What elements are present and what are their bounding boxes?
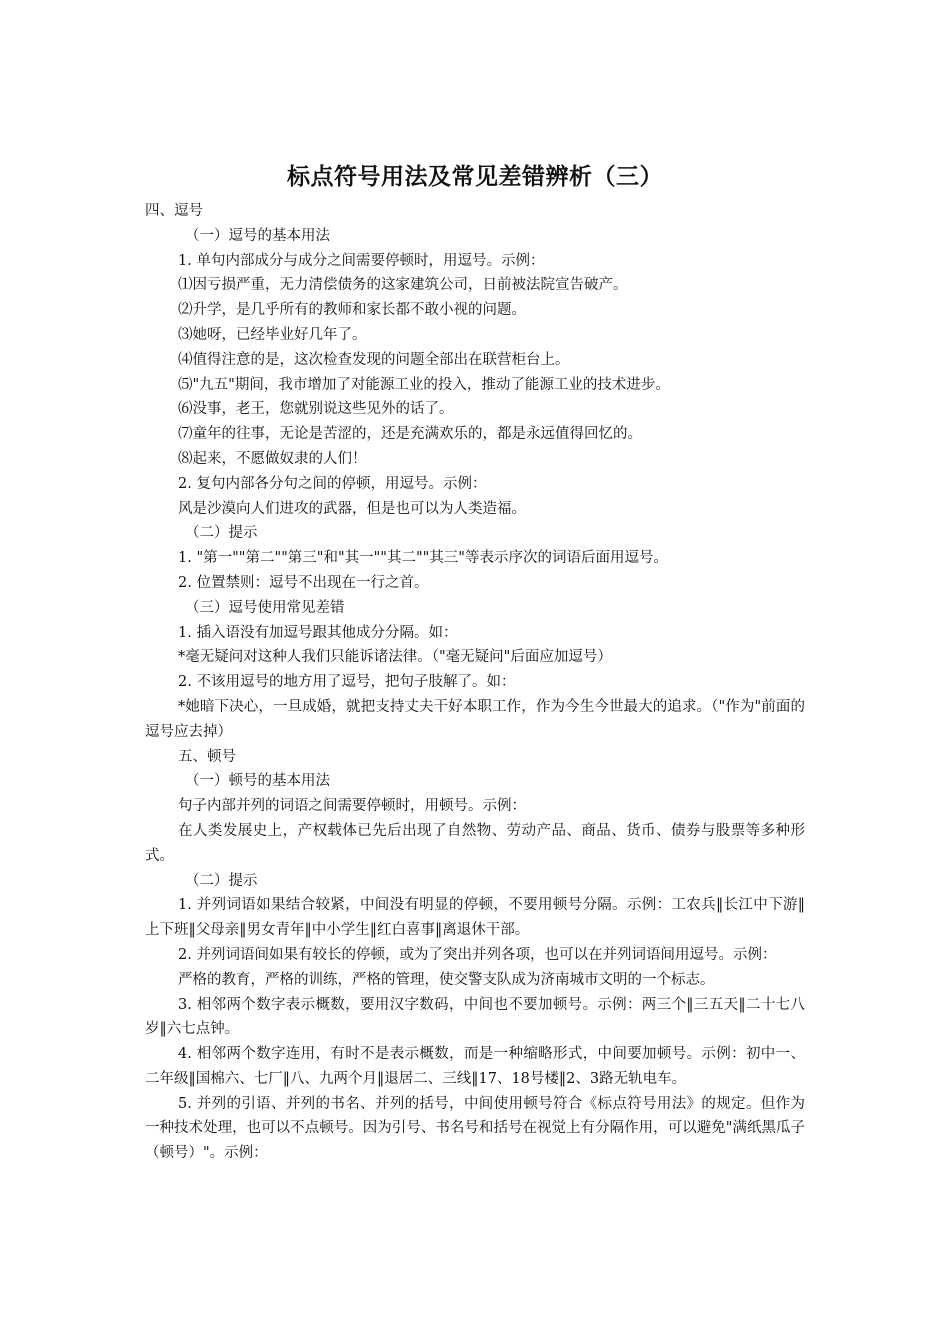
paragraph-line: ⑴因亏损严重，无力清偿债务的这家建筑公司，日前被法院宣告破产。 (178, 277, 628, 294)
paragraph-line: 1. 单句内部成分与成分之间需要停顿时，用逗号。示例： (178, 252, 545, 269)
paragraph-line: 四、逗号 (145, 203, 203, 219)
paragraph-line: 5. 并列的引语、并列的书名、并列的括号，中间使用顿号符合《标点符号用法》的规定。但作为一种技术处理，也可以不点顿号。因为引号、书名号和括号在视觉上有分隔作用，可以避免"满纸黑瓜子（顿号）"。示例： (145, 1095, 805, 1162)
paragraph-line: 1. 并列词语如果结合较紧，中间没有明显的停顿，不要用顿号分隔。示例：工农兵‖长江中下游‖上下班‖父母亲‖男女青年‖中小学生‖红白喜事‖离退休干部。 (145, 897, 805, 939)
paragraph-line: *她暗下决心，一旦成婚，就把支持丈夫干好本职工作，作为今生今世最大的追求。（"作为"前面的逗号应去掉） (145, 698, 805, 740)
paragraph-line: 在人类发展史上，产权载体已先后出现了自然物、劳动产品、商品、货币、债券与股票等多种形式。 (145, 822, 805, 864)
paragraph-line: （二）提示 (185, 525, 258, 542)
paragraph-line: ⑶她呀，已经毕业好几年了。 (178, 326, 367, 343)
paragraph-line: ⑻起来，不愿做奴隶的人们！ (178, 450, 367, 467)
document-title: 标点符号用法及常见差错辨析（三） (287, 164, 663, 190)
document-page (145, 150, 805, 1166)
paragraph-line: 严格的教育，严格的训练，严格的管理，使交警支队成为济南城市文明的一个标志。 (178, 971, 715, 988)
paragraph-line: （一）顿号的基本用法 (185, 773, 330, 790)
paragraph-line: 1. 插入语没有加逗号跟其他成分分隔。如： (178, 624, 458, 641)
paragraph-line: 句子内部并列的词语之间需要停顿时，用顿号。示例： (178, 798, 526, 815)
paragraph-line: 3. 相邻两个数字表示概数，要用汉字数码，中间也不要加顿号。示例：两三个‖三五天‖二十七八岁‖六七点钟。 (145, 996, 805, 1038)
paragraph-line: （一）逗号的基本用法 (185, 227, 330, 244)
paragraph-line: ⑺童年的往事，无论是苦涩的，还是充满欢乐的，都是永远值得回忆的。 (178, 426, 642, 443)
paragraph-line: 1. "第一""第二""第三"和"其一""其二""其三"等表示序次的词语后面用逗号。 (178, 550, 668, 567)
paragraph-line: 五、顿号 (178, 748, 236, 765)
paragraph-line: 2. 复句内部各分句之间的停顿，用逗号。示例： (178, 475, 487, 492)
document-body (145, 199, 805, 1166)
paragraph-line: （三）逗号使用常见差错 (185, 599, 345, 616)
paragraph-line: ⑵升学，是几乎所有的教师和家长都不敢小视的问题。 (178, 302, 526, 319)
paragraph-line: 风是沙漠向人们进攻的武器，但是也可以为人类造福。 (178, 500, 526, 517)
paragraph-line: *毫无疑问对这种人我们只能诉诸法律。（"毫无疑问"后面应加逗号） (178, 649, 612, 666)
paragraph-line: 2. 位置禁则：逗号不出现在一行之首。 (178, 574, 429, 591)
paragraph-line: 4. 相邻两个数字连用，有时不是表示概数，而是一种缩略形式，中间要加顿号。示例：初中一、二年级‖国棉六、七厂‖八、九两个月‖退居二、三线‖17、18号楼‖2、3路无轨电车。 (145, 1046, 805, 1087)
paragraph-line: 2. 并列词语间如果有较长的停顿，或为了突出并列各项，也可以在并列词语间用逗号。示例： (178, 946, 777, 963)
paragraph-line: 2. 不该用逗号的地方用了逗号，把句子肢解了。如： (178, 674, 516, 691)
paragraph-line: ⑷值得注意的是，这次检查发现的问题全部出在联营柜台上。 (178, 351, 570, 368)
paragraph-line: ⑹没事，老王，您就别说这些见外的话了。 (178, 401, 454, 418)
paragraph-line: （二）提示 (185, 872, 258, 889)
paragraph-line: ⑸"九五"期间，我市增加了对能源工业的投入，推动了能源工业的技术进步。 (178, 376, 670, 393)
